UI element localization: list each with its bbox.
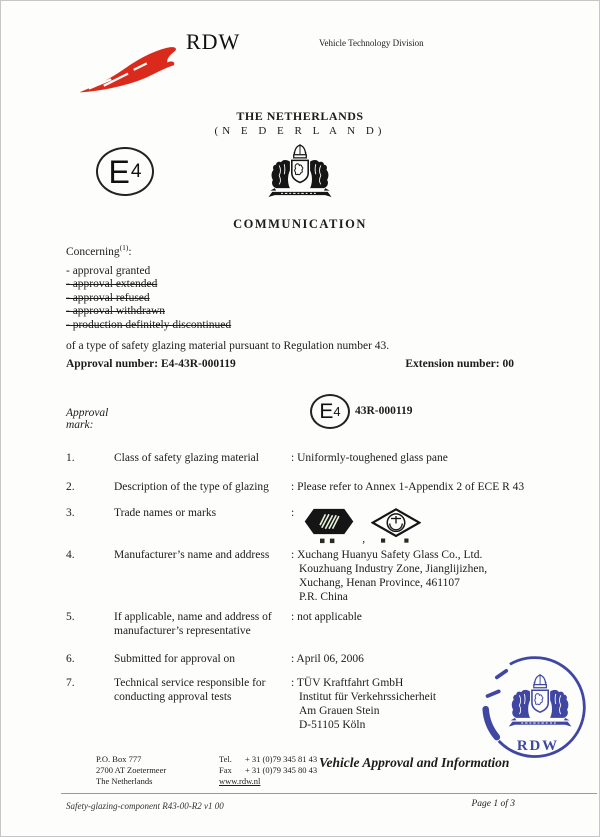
country-title: THE NETHERLANDS — [236, 109, 364, 123]
national-emblem-icon — [1, 144, 599, 207]
approval-number-row — [66, 358, 514, 370]
footer-tagline: Vehicle Approval and Information — [319, 755, 510, 770]
item-value: : Xuchang Huanyu Safety Glass Co., Ltd. — [291, 549, 483, 561]
item-value: P.R. China — [299, 591, 348, 603]
address-line: The Netherlands — [96, 776, 153, 786]
table-row — [66, 480, 559, 494]
trademark-diamond-logo-icon — [371, 506, 421, 546]
separator: , — [362, 533, 366, 545]
division-name: Vehicle Technology Division — [319, 38, 424, 48]
concerning-section — [66, 243, 389, 352]
address-line: P.O. Box 777 — [96, 754, 142, 764]
e-mark-digit: 4 — [333, 404, 341, 419]
item-label: If applicable, name and address of — [114, 611, 272, 623]
concerning-option: - approval withdrawn — [66, 305, 165, 318]
table-row — [66, 610, 559, 638]
item-label: Technical service responsible for — [114, 677, 266, 689]
concerning-label: Concerning — [66, 245, 120, 258]
extension-number: Extension number: 00 — [405, 358, 514, 370]
item-number: 7. — [66, 677, 75, 689]
tel-label: Tel. — [219, 754, 232, 764]
item-label: manufacturer’s representative — [114, 625, 251, 637]
e4-mark-badge — [96, 147, 154, 196]
concerning-option: - approval granted — [66, 264, 151, 277]
footer-contact — [219, 754, 317, 787]
item-value: : April 06, 2006 — [291, 653, 364, 665]
footnote-ref: (1) — [119, 243, 129, 252]
item-value: : not applicable — [291, 611, 362, 623]
rdw-approval-stamp-icon — [475, 655, 599, 767]
item-label: Submitted for approval on — [114, 653, 236, 665]
fax-label: Fax — [219, 765, 232, 775]
item-number: 4. — [66, 549, 75, 561]
approval-mark-label: Approval mark: — [66, 407, 109, 431]
item-label: Class of safety glazing material — [114, 452, 259, 464]
item-value: Kouzhuang Industry Zone, Jianglijizhen, — [299, 563, 488, 575]
page-number: Page 1 of 3 — [471, 799, 515, 809]
fax-value: + 31 (0)79 345 80 43 — [245, 765, 318, 775]
doc-reference: Safety-glazing-component R43-00-R2 v1 00 — [66, 801, 224, 811]
item-label: conducting approval tests — [114, 691, 232, 703]
item-value: Xuchang, Henan Province, 461107 — [299, 577, 460, 589]
item-value: : Please refer to Annex 1-Appendix 2 of ECE R 43 — [291, 481, 525, 493]
concerning-option: - production definitely discontinued — [66, 318, 232, 331]
item-value: : Uniformly-toughened glass pane — [291, 452, 448, 464]
approval-mark-badge — [310, 394, 350, 429]
rdw-wing-logo-icon — [77, 39, 181, 97]
e-mark-letter: E — [319, 400, 334, 423]
subject-line: of a type of safety glazing material pursuant to Regulation number 43. — [66, 340, 390, 353]
item-label: Description of the type of glazing — [114, 481, 269, 493]
footer-divider — [61, 793, 597, 794]
item-value: Am Grauen Stein — [299, 705, 380, 717]
approval-number: Approval number: E4-43R-000119 — [66, 358, 236, 370]
e-mark-digit: 4 — [130, 161, 142, 182]
e-mark-letter: E — [108, 153, 130, 190]
item-value: : TÜV Kraftfahrt GmbH — [291, 677, 404, 689]
item-number: 2. — [66, 481, 75, 493]
item-label: Trade names or marks — [114, 507, 217, 519]
table-row — [66, 548, 559, 604]
doc-title: COMMUNICATION — [233, 217, 367, 231]
concerning-heading — [66, 243, 389, 258]
org-name: RDW — [186, 29, 241, 54]
item-number: 5. — [66, 611, 75, 623]
address-line: 2700 AT Zoetermeer — [96, 765, 167, 775]
trademark-hexagon-logo-icon — [302, 506, 356, 546]
approval-mark-code: 43R-000119 — [355, 405, 413, 417]
footer-address — [96, 754, 166, 787]
item-value: Institut für Verkehrssicherheit — [299, 691, 437, 703]
table-row — [66, 506, 559, 546]
masthead — [1, 109, 599, 232]
tel-value: + 31 (0)79 345 81 43 — [245, 754, 318, 764]
concerning-option: - approval refused — [66, 291, 150, 304]
table-row — [66, 451, 559, 465]
concerning-option: - approval extended — [66, 278, 158, 291]
trade-marks — [291, 506, 559, 546]
concerning-colon: : — [128, 245, 132, 258]
stamp-text: RDW — [516, 738, 559, 755]
website-link: www.rdw.nl — [219, 776, 261, 786]
item-number: 3. — [66, 507, 75, 519]
item-label: Manufacturer’s name and address — [114, 549, 270, 561]
item-value: D-51105 Köln — [299, 719, 366, 731]
item-number: 1. — [66, 452, 75, 464]
country-subtitle: (N E D E R L A N D) — [214, 125, 386, 137]
item-value: : — [291, 507, 295, 519]
item-number: 6. — [66, 653, 75, 665]
